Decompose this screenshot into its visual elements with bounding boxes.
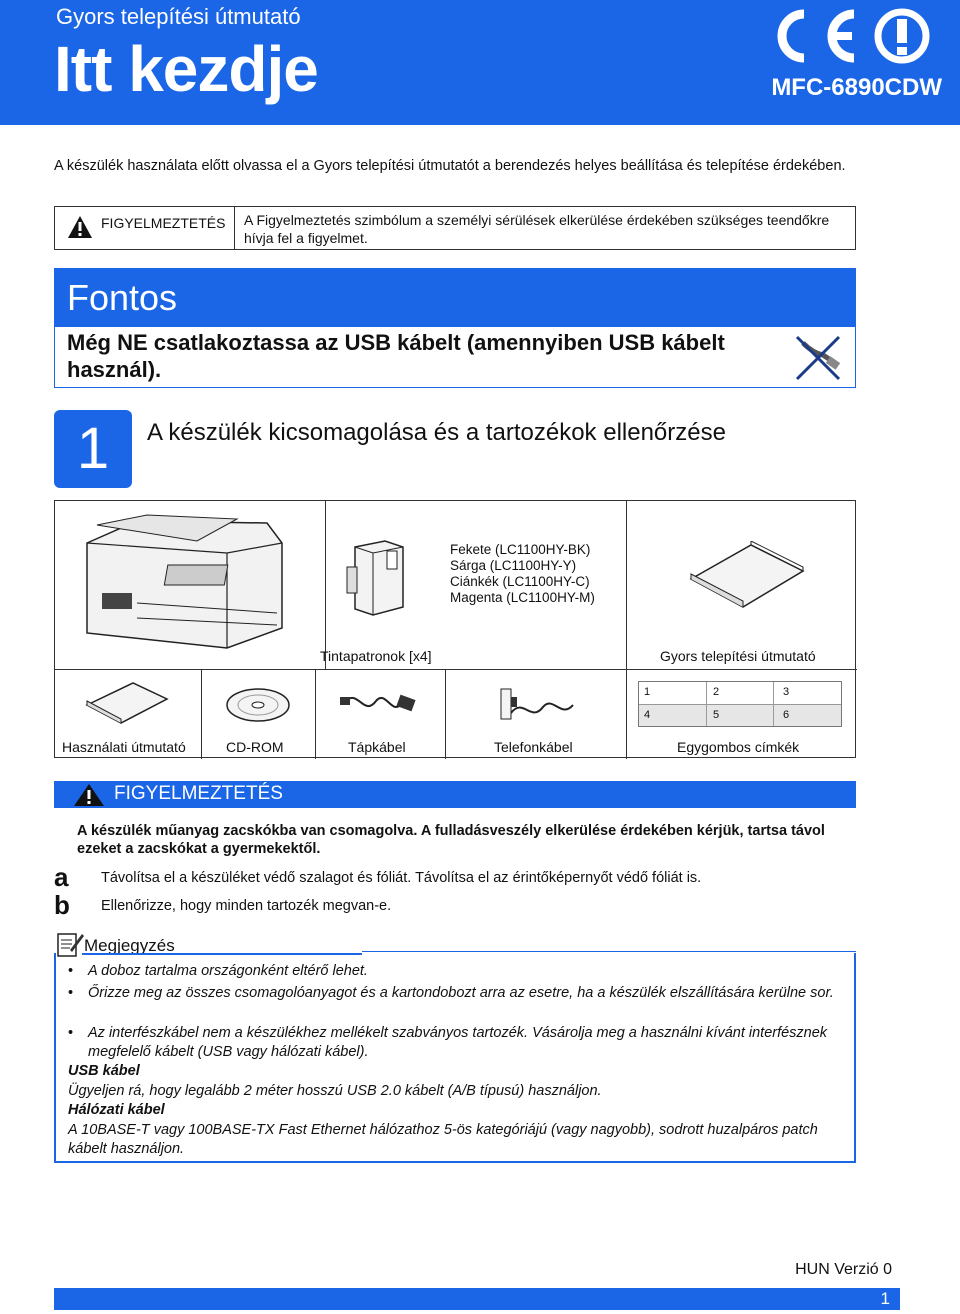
warning-triangle-icon bbox=[74, 784, 104, 806]
divider bbox=[706, 682, 707, 726]
power-cord-icon bbox=[340, 687, 420, 723]
one-touch-labels bbox=[638, 681, 842, 727]
step-text: Ellenőrizze, hogy minden tartozék megvan-e. bbox=[101, 898, 392, 914]
header-banner bbox=[0, 0, 960, 125]
warning-title: FIGYELMEZTETÉS bbox=[114, 783, 283, 804]
label-number: 6 bbox=[783, 709, 790, 721]
version-label: HUN Verzió 0 bbox=[795, 1261, 892, 1278]
note-title: Megjegyzés bbox=[84, 936, 175, 955]
footer-bar bbox=[54, 1288, 900, 1310]
ink-list bbox=[450, 542, 595, 606]
divider bbox=[639, 704, 841, 705]
document-title: Itt kezdje bbox=[54, 33, 318, 105]
cd-rom-caption: CD-ROM bbox=[226, 739, 284, 755]
no-usb-cable-icon bbox=[793, 333, 843, 383]
phone-cord-icon bbox=[495, 683, 579, 727]
warning-text: A készülék műanyag zacskókba van csomagolva. A fulladásveszély elkerülése érdekében kérjük, tartsa távol ezeket a zacskókat a gyermekektől. bbox=[77, 823, 825, 857]
label-number: 4 bbox=[644, 709, 651, 721]
user-guide-illustration bbox=[85, 681, 169, 725]
note-top-border bbox=[362, 951, 856, 952]
divider bbox=[626, 501, 627, 669]
step-text: Távolítsa el a készüléket védő szalagot és fóliát. Távolítsa el az érintőképernyőt védő fóliát is. bbox=[101, 870, 702, 886]
warning-banner bbox=[54, 781, 856, 808]
label-number: 3 bbox=[783, 686, 790, 698]
divider bbox=[445, 669, 446, 759]
divider bbox=[626, 669, 627, 759]
label-number: 2 bbox=[713, 686, 720, 698]
quick-setup-guide-illustration bbox=[687, 541, 807, 611]
step-title: A készülék kicsomagolása és a tartozékok ellenőrzése bbox=[147, 419, 726, 446]
ink-item: Ciánkék (LC1100HY-C) bbox=[450, 574, 590, 589]
important-box bbox=[54, 268, 856, 388]
step-letter: a bbox=[54, 862, 69, 892]
warning-legend-label bbox=[55, 207, 235, 249]
warning-legend-box bbox=[54, 206, 856, 250]
ink-item: Magenta (LC1100HY-M) bbox=[450, 590, 595, 605]
note-network-text: A 10BASE-T vagy 100BASE-TX Fast Ethernet hálózathoz 5-ös kategóriájú (vagy nagyobb), sodrott huzalpáros patch kábelt használjon. bbox=[68, 1122, 818, 1157]
divider bbox=[201, 669, 202, 759]
phone-cord-caption: Telefonkábel bbox=[494, 739, 573, 755]
warning-legend-text: A Figyelmeztetés szimbólum a személyi sérülések elkerülése érdekében szükséges teendőkre hívja fel a figyelmet. bbox=[244, 212, 830, 246]
divider bbox=[55, 669, 857, 670]
label-number: 5 bbox=[713, 709, 720, 721]
intro-text: A készülék használata előtt olvassa el a Gyors telepítési útmutatót a berendezés helyes beállítása és telepítése érdekében. bbox=[54, 158, 846, 174]
qsg-caption: Gyors telepítési útmutató bbox=[660, 648, 816, 664]
step-letter: b bbox=[54, 890, 70, 920]
model-name: MFC-6890CDW bbox=[771, 74, 942, 101]
note-bullet: • Őrizze meg az összes csomagolóanyagot és a kartondobozt arra az esetre, ha a készülék elszállítására kerülne sor. bbox=[68, 984, 848, 1003]
step-number-badge: 1 bbox=[54, 410, 132, 488]
page-number: 1 bbox=[880, 1289, 890, 1308]
ink-item: Fekete (LC1100HY-BK) bbox=[450, 542, 591, 557]
divider bbox=[315, 669, 316, 759]
note-bullet: • A doboz tartalma országonként eltérő lehet. bbox=[68, 962, 848, 981]
note-network-title: Hálózati kábel bbox=[68, 1102, 165, 1118]
labels-caption: Egygombos címkék bbox=[677, 739, 800, 755]
important-title: Fontos bbox=[67, 277, 178, 318]
warning-legend-title: FIGYELMEZTETÉS bbox=[101, 215, 226, 231]
ink-cartridge-illustration bbox=[345, 537, 411, 617]
label-number: 1 bbox=[644, 686, 651, 698]
printer-illustration bbox=[77, 513, 307, 653]
warning-triangle-icon bbox=[67, 215, 93, 239]
divider bbox=[773, 682, 774, 726]
ink-item: Sárga (LC1100HY-Y) bbox=[450, 558, 577, 573]
ink-caption: Tintapatronok [x4] bbox=[320, 648, 432, 664]
important-bar bbox=[55, 269, 855, 327]
note-usb-text: Ügyeljen rá, hogy legalább 2 méter hosszú USB 2.0 kábelt (A/B típusú) használjon. bbox=[68, 1083, 602, 1099]
labels-row-bg bbox=[639, 704, 841, 726]
ce-alert-mark-icon bbox=[770, 6, 940, 66]
user-guide-caption: Használati útmutató bbox=[62, 739, 186, 755]
note-usb-title: USB kábel bbox=[68, 1063, 140, 1079]
important-message: Még NE csatlakoztassa az USB kábelt (amennyiben USB kábelt használ). bbox=[67, 330, 725, 382]
cd-rom-icon bbox=[225, 687, 291, 723]
note-bullet: • Az interfészkábel nem a készülékhez mellékelt szabványos tartozék. Vásárolja meg a használni kívánt interfésznek megfelelő kábelt (USB vagy hálózati kábel). bbox=[68, 1024, 848, 1062]
power-cord-caption: Tápkábel bbox=[348, 739, 406, 755]
document-subtitle: Gyors telepítési útmutató bbox=[56, 4, 301, 29]
